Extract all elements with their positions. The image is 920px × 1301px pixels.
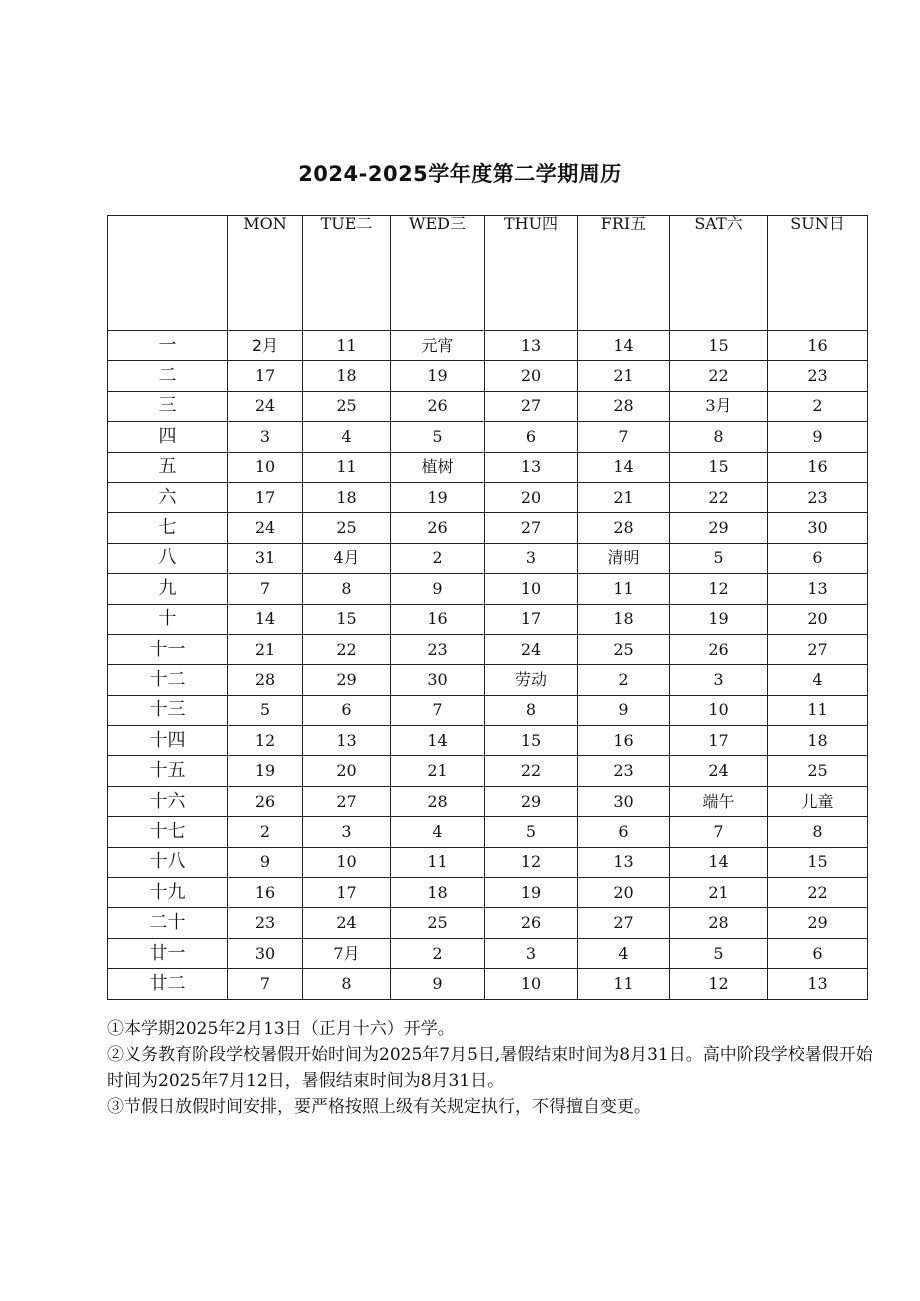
week-number-cell: 廿二 xyxy=(108,969,228,999)
day-cell-sun: 25 xyxy=(768,756,868,786)
day-cell-wed: 9 xyxy=(391,969,485,999)
table-row xyxy=(108,938,868,968)
day-cell-tue: 13 xyxy=(303,726,391,756)
day-cell-fri: 28 xyxy=(578,391,670,421)
day-cell-wed: 9 xyxy=(391,574,485,604)
day-cell-tue: 15 xyxy=(303,604,391,634)
day-cell-tue: 20 xyxy=(303,756,391,786)
day-cell-sun: 16 xyxy=(768,452,868,482)
week-number-cell: 十四 xyxy=(108,726,228,756)
day-cell-tue: 22 xyxy=(303,634,391,664)
day-cell-thu: 13 xyxy=(485,331,578,361)
day-cell-sat: 端午 xyxy=(670,786,768,816)
day-cell-fri: 11 xyxy=(578,574,670,604)
day-cell-sun: 30 xyxy=(768,513,868,543)
notes xyxy=(107,1016,877,1120)
table-row xyxy=(108,847,868,877)
week-number-cell: 十五 xyxy=(108,756,228,786)
day-cell-sun: 20 xyxy=(768,604,868,634)
table-row xyxy=(108,543,868,573)
table-row xyxy=(108,513,868,543)
day-cell-sat: 24 xyxy=(670,756,768,786)
week-number-cell: 十七 xyxy=(108,817,228,847)
day-cell-sun: 13 xyxy=(768,574,868,604)
day-cell-mon: 7 xyxy=(228,574,303,604)
day-cell-fri: 21 xyxy=(578,361,670,391)
day-cell-fri: 23 xyxy=(578,756,670,786)
day-cell-thu: 24 xyxy=(485,634,578,664)
table-row xyxy=(108,361,868,391)
header-mon: MON xyxy=(228,216,303,331)
day-cell-tue: 4月 xyxy=(303,543,391,573)
day-cell-sun: 儿童 xyxy=(768,786,868,816)
day-cell-wed: 14 xyxy=(391,726,485,756)
day-cell-tue: 18 xyxy=(303,361,391,391)
day-cell-fri: 18 xyxy=(578,604,670,634)
day-cell-thu: 8 xyxy=(485,695,578,725)
note-1: ①本学期2025年2月13日（正月十六）开学。 xyxy=(107,1019,455,1039)
day-cell-tue: 25 xyxy=(303,513,391,543)
day-cell-wed: 26 xyxy=(391,513,485,543)
day-cell-wed: 30 xyxy=(391,665,485,695)
day-cell-fri: 16 xyxy=(578,726,670,756)
day-cell-tue: 11 xyxy=(303,452,391,482)
day-cell-mon: 5 xyxy=(228,695,303,725)
day-cell-sun: 8 xyxy=(768,817,868,847)
day-cell-tue: 3 xyxy=(303,817,391,847)
day-cell-fri: 6 xyxy=(578,817,670,847)
header-wed: WED三 xyxy=(391,216,485,331)
day-cell-wed: 元宵 xyxy=(391,331,485,361)
table-row xyxy=(108,391,868,421)
day-cell-sat: 12 xyxy=(670,574,768,604)
week-number-cell: 七 xyxy=(108,513,228,543)
day-cell-mon: 17 xyxy=(228,361,303,391)
day-cell-sun: 6 xyxy=(768,543,868,573)
day-cell-sun: 16 xyxy=(768,331,868,361)
week-number-cell: 十八 xyxy=(108,847,228,877)
table-row xyxy=(108,969,868,999)
day-cell-tue: 8 xyxy=(303,574,391,604)
day-cell-tue: 25 xyxy=(303,391,391,421)
table-row xyxy=(108,786,868,816)
day-cell-wed: 28 xyxy=(391,786,485,816)
day-cell-wed: 2 xyxy=(391,543,485,573)
day-cell-sat: 12 xyxy=(670,969,768,999)
day-cell-fri: 20 xyxy=(578,878,670,908)
table-row xyxy=(108,574,868,604)
day-cell-sun: 6 xyxy=(768,938,868,968)
day-cell-wed: 18 xyxy=(391,878,485,908)
day-cell-sat: 10 xyxy=(670,695,768,725)
day-cell-fri: 9 xyxy=(578,695,670,725)
day-cell-thu: 3 xyxy=(485,938,578,968)
day-cell-sat: 15 xyxy=(670,452,768,482)
table-row xyxy=(108,422,868,452)
day-cell-mon: 14 xyxy=(228,604,303,634)
day-cell-thu: 20 xyxy=(485,482,578,512)
day-cell-sun: 13 xyxy=(768,969,868,999)
header-week-cell xyxy=(108,216,228,331)
day-cell-mon: 17 xyxy=(228,482,303,512)
week-number-cell: 十六 xyxy=(108,786,228,816)
week-number-cell: 五 xyxy=(108,452,228,482)
day-cell-mon: 31 xyxy=(228,543,303,573)
day-cell-mon: 28 xyxy=(228,665,303,695)
day-cell-fri: 11 xyxy=(578,969,670,999)
day-cell-sun: 9 xyxy=(768,422,868,452)
day-cell-sat: 17 xyxy=(670,726,768,756)
note-2: ②义务教育阶段学校暑假开始时间为2025年7月5日,暑假结束时间为8月31日。高中阶段学校暑假开始时间为2025年7月12日，暑假结束时间为8月31日。 xyxy=(107,1045,873,1091)
header-tue: TUE二 xyxy=(303,216,391,331)
table-row xyxy=(108,604,868,634)
day-cell-sun: 29 xyxy=(768,908,868,938)
table-row xyxy=(108,817,868,847)
day-cell-fri: 4 xyxy=(578,938,670,968)
day-cell-mon: 3 xyxy=(228,422,303,452)
day-cell-fri: 14 xyxy=(578,331,670,361)
week-number-cell: 一 xyxy=(108,331,228,361)
day-cell-sat: 15 xyxy=(670,331,768,361)
header-row xyxy=(108,216,868,331)
week-number-cell: 十三 xyxy=(108,695,228,725)
day-cell-wed: 19 xyxy=(391,482,485,512)
day-cell-tue: 11 xyxy=(303,331,391,361)
day-cell-mon: 24 xyxy=(228,391,303,421)
day-cell-mon: 24 xyxy=(228,513,303,543)
header-thu: THU四 xyxy=(485,216,578,331)
day-cell-sat: 7 xyxy=(670,817,768,847)
day-cell-thu: 10 xyxy=(485,969,578,999)
table-row xyxy=(108,452,868,482)
day-cell-fri: 2 xyxy=(578,665,670,695)
day-cell-tue: 6 xyxy=(303,695,391,725)
day-cell-sat: 29 xyxy=(670,513,768,543)
day-cell-sat: 26 xyxy=(670,634,768,664)
week-number-cell: 十九 xyxy=(108,878,228,908)
day-cell-sun: 22 xyxy=(768,878,868,908)
day-cell-thu: 27 xyxy=(485,391,578,421)
table-row xyxy=(108,878,868,908)
week-number-cell: 三 xyxy=(108,391,228,421)
day-cell-thu: 29 xyxy=(485,786,578,816)
day-cell-sun: 11 xyxy=(768,695,868,725)
day-cell-sat: 19 xyxy=(670,604,768,634)
day-cell-sun: 23 xyxy=(768,482,868,512)
day-cell-wed: 7 xyxy=(391,695,485,725)
table-row xyxy=(108,908,868,938)
day-cell-thu: 3 xyxy=(485,543,578,573)
day-cell-tue: 8 xyxy=(303,969,391,999)
day-cell-mon: 10 xyxy=(228,452,303,482)
day-cell-fri: 21 xyxy=(578,482,670,512)
week-number-cell: 十二 xyxy=(108,665,228,695)
day-cell-wed: 16 xyxy=(391,604,485,634)
table-row xyxy=(108,665,868,695)
day-cell-mon: 16 xyxy=(228,878,303,908)
day-cell-sat: 22 xyxy=(670,482,768,512)
day-cell-mon: 2月 xyxy=(228,331,303,361)
week-number-cell: 十一 xyxy=(108,634,228,664)
day-cell-mon: 12 xyxy=(228,726,303,756)
day-cell-wed: 5 xyxy=(391,422,485,452)
week-number-cell: 十 xyxy=(108,604,228,634)
week-number-cell: 二十 xyxy=(108,908,228,938)
page-title: 2024-2025学年度第二学期周历 xyxy=(298,162,622,186)
day-cell-thu: 13 xyxy=(485,452,578,482)
day-cell-thu: 17 xyxy=(485,604,578,634)
day-cell-tue: 27 xyxy=(303,786,391,816)
day-cell-tue: 29 xyxy=(303,665,391,695)
day-cell-thu: 26 xyxy=(485,908,578,938)
day-cell-fri: 27 xyxy=(578,908,670,938)
day-cell-sat: 21 xyxy=(670,878,768,908)
day-cell-sun: 15 xyxy=(768,847,868,877)
day-cell-wed: 4 xyxy=(391,817,485,847)
day-cell-wed: 21 xyxy=(391,756,485,786)
header-fri: FRI五 xyxy=(578,216,670,331)
day-cell-fri: 14 xyxy=(578,452,670,482)
table-row xyxy=(108,695,868,725)
day-cell-mon: 2 xyxy=(228,817,303,847)
day-cell-sun: 2 xyxy=(768,391,868,421)
week-number-cell: 四 xyxy=(108,422,228,452)
note-3: ③节假日放假时间安排，要严格按照上级有关规定执行，不得擅自变更。 xyxy=(107,1097,651,1117)
header-sat: SAT六 xyxy=(670,216,768,331)
day-cell-wed: 2 xyxy=(391,938,485,968)
day-cell-wed: 19 xyxy=(391,361,485,391)
day-cell-mon: 19 xyxy=(228,756,303,786)
day-cell-wed: 23 xyxy=(391,634,485,664)
day-cell-thu: 20 xyxy=(485,361,578,391)
day-cell-sat: 3 xyxy=(670,665,768,695)
day-cell-wed: 26 xyxy=(391,391,485,421)
day-cell-thu: 12 xyxy=(485,847,578,877)
day-cell-wed: 25 xyxy=(391,908,485,938)
day-cell-sun: 4 xyxy=(768,665,868,695)
day-cell-sat: 3月 xyxy=(670,391,768,421)
week-number-cell: 九 xyxy=(108,574,228,604)
day-cell-fri: 28 xyxy=(578,513,670,543)
day-cell-mon: 21 xyxy=(228,634,303,664)
day-cell-sat: 5 xyxy=(670,543,768,573)
day-cell-sat: 22 xyxy=(670,361,768,391)
table-row xyxy=(108,756,868,786)
table-row xyxy=(108,726,868,756)
table-row xyxy=(108,482,868,512)
day-cell-tue: 18 xyxy=(303,482,391,512)
day-cell-tue: 24 xyxy=(303,908,391,938)
day-cell-thu: 19 xyxy=(485,878,578,908)
week-number-cell: 二 xyxy=(108,361,228,391)
week-number-cell: 六 xyxy=(108,482,228,512)
day-cell-tue: 4 xyxy=(303,422,391,452)
day-cell-thu: 5 xyxy=(485,817,578,847)
table-row xyxy=(108,634,868,664)
day-cell-thu: 10 xyxy=(485,574,578,604)
day-cell-wed: 植树 xyxy=(391,452,485,482)
day-cell-fri: 清明 xyxy=(578,543,670,573)
day-cell-thu: 27 xyxy=(485,513,578,543)
week-number-cell: 廿一 xyxy=(108,938,228,968)
day-cell-tue: 10 xyxy=(303,847,391,877)
day-cell-mon: 23 xyxy=(228,908,303,938)
table-row xyxy=(108,331,868,361)
day-cell-mon: 26 xyxy=(228,786,303,816)
day-cell-thu: 劳动 xyxy=(485,665,578,695)
day-cell-sun: 27 xyxy=(768,634,868,664)
day-cell-thu: 22 xyxy=(485,756,578,786)
day-cell-sat: 8 xyxy=(670,422,768,452)
header-sun: SUN日 xyxy=(768,216,868,331)
day-cell-thu: 6 xyxy=(485,422,578,452)
week-calendar-table xyxy=(107,215,868,1000)
day-cell-fri: 25 xyxy=(578,634,670,664)
day-cell-sun: 18 xyxy=(768,726,868,756)
day-cell-sat: 5 xyxy=(670,938,768,968)
day-cell-sat: 14 xyxy=(670,847,768,877)
day-cell-tue: 7月 xyxy=(303,938,391,968)
day-cell-thu: 15 xyxy=(485,726,578,756)
week-number-cell: 八 xyxy=(108,543,228,573)
day-cell-fri: 13 xyxy=(578,847,670,877)
day-cell-mon: 30 xyxy=(228,938,303,968)
day-cell-sat: 28 xyxy=(670,908,768,938)
day-cell-sun: 23 xyxy=(768,361,868,391)
day-cell-fri: 7 xyxy=(578,422,670,452)
day-cell-mon: 7 xyxy=(228,969,303,999)
day-cell-mon: 9 xyxy=(228,847,303,877)
day-cell-wed: 11 xyxy=(391,847,485,877)
day-cell-fri: 30 xyxy=(578,786,670,816)
day-cell-tue: 17 xyxy=(303,878,391,908)
